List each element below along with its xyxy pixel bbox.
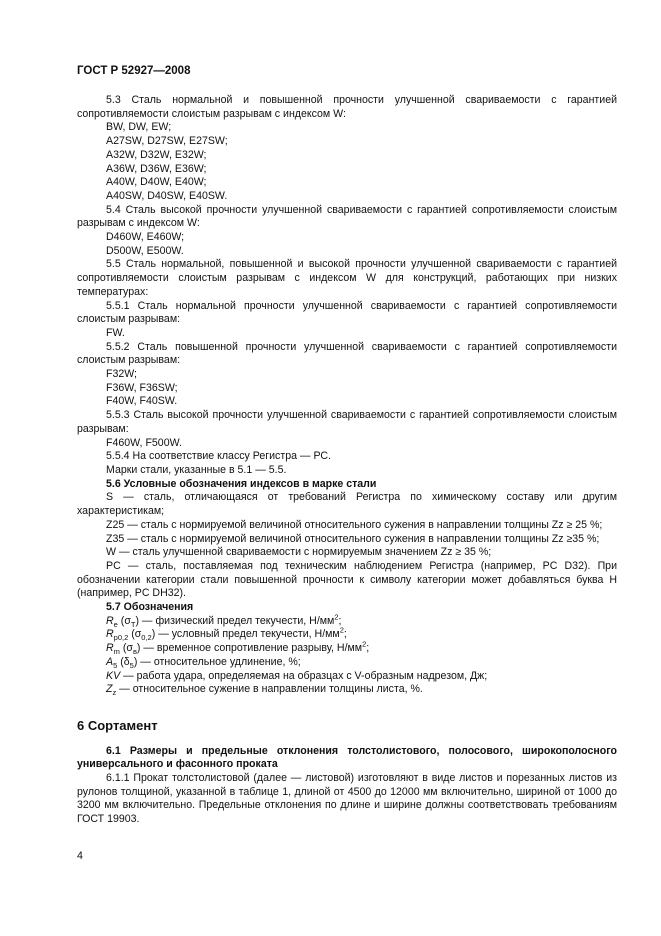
notation-item: $R_e$ $(\sigma_T)$ — физический предел текучести, $Н/мм^2$; <box>106 612 342 629</box>
notation-description: — временное сопротивление разрыву, Н/мм <box>140 642 363 655</box>
paragraph: 5.5.1 Сталь нормальной прочности улучшенной свариваемости с гарантией сопротивляемости слоистым разрывам: <box>77 299 617 326</box>
notation-item: $A_5$ $(\delta_5)$ — относительное удлинение, %; <box>106 655 301 670</box>
paragraph: 5.4 Сталь высокой прочности улучшенной свариваемости с гарантией сопротивляемости слоистым разрывам с индексом W: <box>77 203 617 230</box>
notation-alt-symbol: σ <box>126 642 133 655</box>
paragraph: S — сталь, отличающаяся от требований Регистра по химическому составу или другим характеристикам; <box>77 491 617 518</box>
paragraph: 5.7 Обозначения <box>106 601 194 614</box>
notation-item: $R_{p0,2}$ $(\sigma_{0,2})$ — условный предел текучести, $Н/мм^2$; <box>106 625 347 643</box>
paragraph: Z25 — сталь с нормируемой величиной относительного сужения в направлении толщины Zz ≥ 25 %; <box>106 518 603 531</box>
notation-superscript: 2 <box>362 639 367 649</box>
page-header: ГОСТ Р 52927—2008 <box>77 65 191 77</box>
notation-alt-subscript: 5 <box>129 660 134 670</box>
notation-alt-symbol: σ <box>134 628 142 641</box>
paragraph: A36W, D36W, E36W; <box>106 162 207 175</box>
notation-subscript: m <box>113 647 120 657</box>
paragraph: Марки стали, указанные в 5.1 — 5.5. <box>106 463 287 476</box>
section-subheading: 6.1 Размеры и предельные отклонения толстолистового, полосового, широкополосного универсального и фасонного проката <box>77 744 617 771</box>
notation-subscript: z <box>112 688 117 698</box>
notation-symbol: A <box>106 655 114 668</box>
paragraph: F460W, F500W. <box>106 436 182 449</box>
paragraph: A40SW, D40SW, E40SW. <box>106 189 228 202</box>
paragraph: 5.5.3 Сталь высокой прочности улучшенной свариваемости с гарантией сопротивляемости слоистым разрывам: <box>77 409 617 435</box>
paragraph: Z35 — сталь с нормируемой величиной относительного сужения в направлении толщины Zz ≥35 %; <box>106 532 600 545</box>
notation-description: — относительное удлинение, %; <box>137 655 301 668</box>
paragraph: F36W, F36SW; <box>106 381 178 394</box>
notation-symbol: Z <box>106 683 113 696</box>
notation-description: — условный предел текучести, Н/мм <box>155 628 340 641</box>
notation-item <box>77 683 617 697</box>
notation-description: — физический предел текучести, Н/мм <box>138 614 335 627</box>
notation-alt-subscript: в <box>132 647 137 657</box>
notation-alt-symbol: δ <box>123 655 130 668</box>
paragraph: FW. <box>106 326 125 339</box>
notation-item: $R_m$ $(\sigma_в)$ — временное сопротивление разрыву, $Н/мм^2$; <box>106 639 370 657</box>
notation-end: ; <box>343 628 347 641</box>
document-body <box>77 94 617 827</box>
notation-item <box>77 670 617 684</box>
notation-symbol: R <box>106 628 114 641</box>
notation-description: — работа удара, определяемая на образцах с V-образным надрезом, Дж; <box>120 669 488 682</box>
page-number: 4 <box>77 850 83 862</box>
notation-end: ; <box>366 642 370 655</box>
notation-subscript: 5 <box>113 660 118 670</box>
section-paragraph: 6.1.1 Прокат толстолистовой (далее — листовой) изготовляют в виде листов и порезанных листов из рулонов толщиной, указанной в таблице 1, длиной от 4500 до 12000 мм включительно, шириной от 1000 до 3200 мм включительно. Предельные отклонения по длине и ширине должны соответствовать требованиям ГОСТ 19903. <box>77 772 617 826</box>
paragraph: A32W, D32W, E32W; <box>106 148 207 161</box>
notation-symbol: KV <box>106 669 121 682</box>
notation-alt-symbol: σ <box>124 614 131 627</box>
paragraph: PC — сталь, поставляемая под техническим наблюдением Регистра (например, PC D32). При обозначении категории стали повышенной прочности к символу категории может добавляться буква Н (например, PC DH32). <box>77 559 617 600</box>
section-title: 6 Сортамент <box>77 717 158 733</box>
paragraph: W — сталь улучшенной свариваемости с нормируемым значением Zz ≥ 35 %; <box>106 546 492 559</box>
notation-subscript: e <box>113 619 118 629</box>
paragraph: F32W; <box>106 368 138 381</box>
notation-end: ; <box>338 614 342 627</box>
notation-superscript: 2 <box>334 612 339 622</box>
notation-superscript: 2 <box>339 625 344 635</box>
paragraph: D460W, E460W; <box>106 231 185 244</box>
paragraph: 5.5 Сталь нормальной, повышенной и высокой прочности улучшенной свариваемости с гарантией сопротивляемости слоистым разрывам с индексом W для конструкций, работающих при низких температурах: <box>77 258 617 298</box>
notation-list <box>77 612 617 698</box>
paragraph: 5.3 Сталь нормальной и повышенной прочности улучшенной свариваемости с гарантией сопротивляемости слоистым разрывам с индексом W: <box>77 94 617 120</box>
paragraph: A27SW, D27SW, E27SW; <box>106 135 228 148</box>
text-blocks <box>77 94 617 615</box>
notation-subscript: p0,2 <box>113 633 129 643</box>
notation-symbol: R <box>106 642 114 655</box>
notation-description: — относительное сужение в направлении толщины листа, %. <box>116 683 423 696</box>
paragraph: A40W, D40W, E40W; <box>106 176 207 189</box>
paragraph: 5.5.2 Сталь повышенной прочности улучшенной свариваемости с гарантией сопротивляемости слоистым разрывам: <box>77 340 617 367</box>
notation-alt-subscript: 0,2 <box>141 633 152 643</box>
paragraph: 5.5.4 На соответствие классу Регистра — РС. <box>106 450 332 463</box>
paragraph: BW, DW, EW; <box>106 121 172 134</box>
paragraph: 5.6 Условные обозначения индексов в марке стали <box>106 477 377 490</box>
notation-symbol: R <box>106 614 114 627</box>
paragraph: F40W, F40SW. <box>106 395 178 408</box>
paragraph: D500W, E500W. <box>106 244 184 257</box>
notation-alt-subscript: T <box>130 619 136 629</box>
